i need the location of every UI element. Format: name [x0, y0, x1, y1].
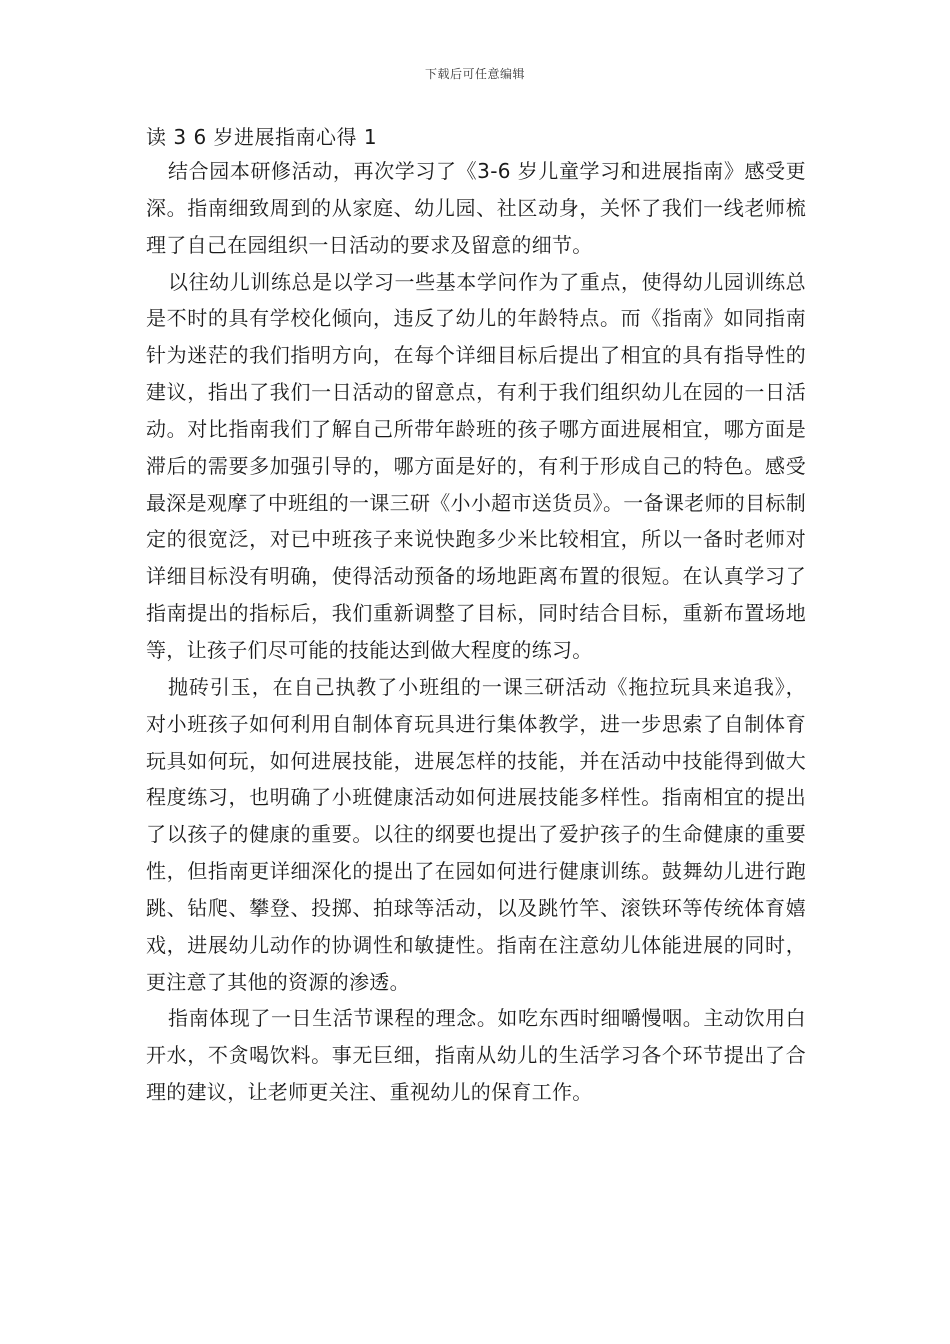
paragraph-1: 结合园本研修活动，再次学习了《3-6 岁儿童学习和进展指南》感受更深。指南细致周到的从家庭、幼儿园、社区动身，关怀了我们一线老师梳理了自己在园组织一日活动的要求及留意的细节。 — [146, 159, 806, 257]
page-header: 下载后可任意编辑 — [424, 67, 525, 81]
document-body — [146, 153, 806, 1111]
document-title: 读 3 6 岁进展指南心得 1 — [146, 125, 378, 149]
paragraph-2: 以往幼儿训练总是以学习一些基本学问作为了重点，使得幼儿园训练总是不时的具有学校化倾向，违反了幼儿的年龄特点。而《指南》如同指南针为迷茫的我们指明方向，在每个详细目标后提出了相宜的具有指导性的建议，指出了我们一日活动的留意点，有利于我们组织幼儿在园的一日活动。对比指南我们了解自己所带年龄班的孩子哪方面进展相宜，哪方面是滞后的需要多加强引导的，哪方面是好的，有利于形成自己的特色。感受最深是观摩了中班组的一课三研《小小超市送货员》。一备课老师的目标制定的很宽泛，对已中班孩子来说快跑多少米比较相宜，所以一备时老师对详细目标没有明确，使得活动预备的场地距离布置的很短。在认真学习了指南提出的指标后，我们重新调整了目标，同时结合目标，重新布置场地等，让孩子们尽可能的技能达到做大程度的练习。 — [146, 269, 806, 662]
paragraph-4: 指南体现了一日生活节课程的理念。如吃东西时细嚼慢咽。主动饮用白开水，不贪喝饮料。事无巨细，指南从幼儿的生活学习各个环节提出了合理的建议，让老师更关注、重视幼儿的保育工作。 — [146, 1006, 806, 1105]
paragraph-3: 抛砖引玉，在自己执教了小班组的一课三研活动《拖拉玩具来追我》，对小班孩子如何利用自制体育玩具进行集体教学，进一步思索了自制体育玩具如何玩，如何进展技能，进展怎样的技能，并在活动中技能得到做大程度练习，也明确了小班健康活动如何进展技能多样性。指南相宜的提出了以孩子的健康的重要。以往的纲要也提出了爱护孩子的生命健康的重要性，但指南更详细深化的提出了在园如何进行健康训练。鼓舞幼儿进行跑跳、钻爬、攀登、投掷、拍球等活动，以及跳竹竿、滚铁环等传统体育嬉戏，进展幼儿动作的协调性和敏捷性。指南在注意幼儿体能进展的同时，更注意了其他的资源的渗透。 — [146, 674, 806, 994]
